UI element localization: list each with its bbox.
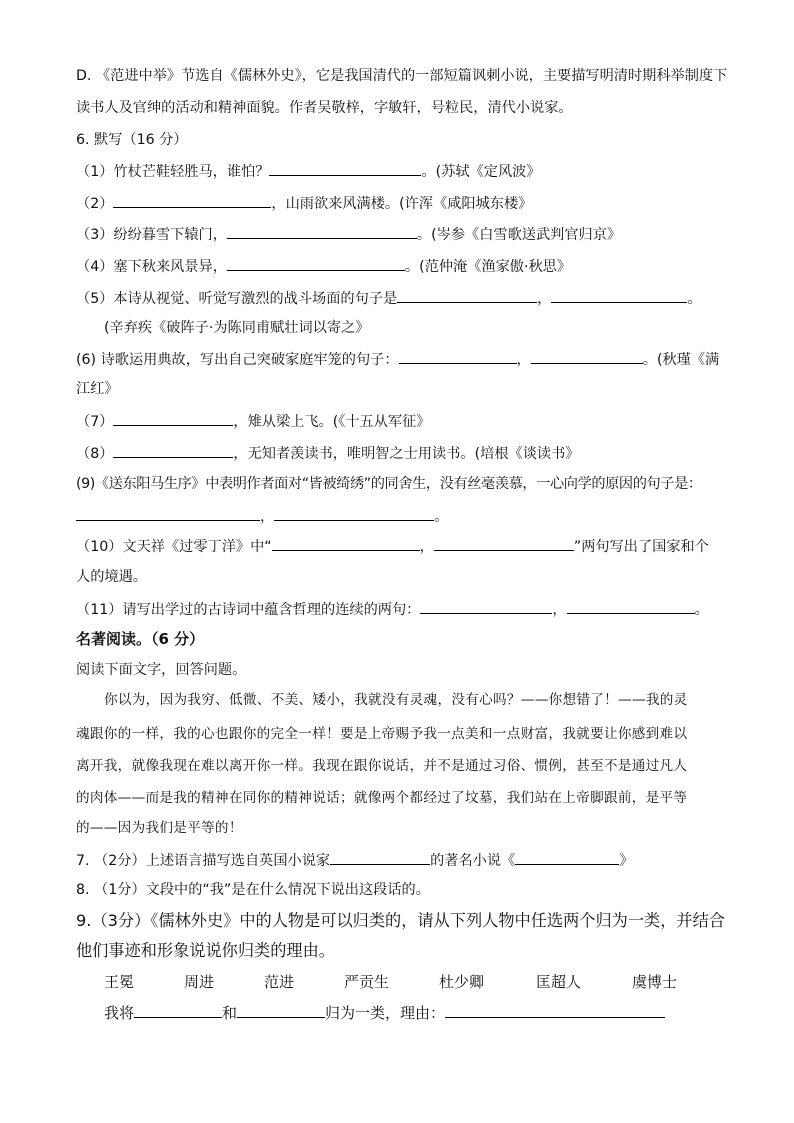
q6-item-6-blank-a[interactable] <box>399 349 517 364</box>
name-fan-jin: 范进 <box>264 973 295 991</box>
q6-item-6-comma: ， <box>516 352 531 368</box>
q6-item-9-answer <box>76 506 448 527</box>
name-wang-mian: 王冕 <box>104 973 135 991</box>
name-yu-boshi: 虞博士 <box>632 973 678 991</box>
q6-item-2-text: ，山雨欲来风满楼。(许浑《咸阳城东楼》 <box>271 196 533 212</box>
q6-item-11-text: （11）请写出学过的古诗词中蕴含哲理的连续的两句： <box>76 602 421 618</box>
q6-item-1-source: 。(苏轼《定风波》 <box>421 164 541 180</box>
q9-name-blank-b[interactable] <box>237 1003 325 1018</box>
q6-item-7-number: （7） <box>76 414 114 430</box>
item-d-line2: 读书人及官绅的活动和精神面貌。作者吴敬梓，字敏轩，号粒民，清代小说家。 <box>76 100 573 116</box>
q6-item-10-cont: 人的境遇。 <box>76 569 147 585</box>
q6-item-1 <box>76 161 541 182</box>
q7-text: 7. （2分）上述语言描写选自英国小说家 <box>76 853 331 869</box>
q6-item-8-blank[interactable] <box>113 443 233 458</box>
q6-item-6-text: (6) 诗歌运用典故，写出自己突破家庭牢笼的句子： <box>76 352 399 368</box>
q6-item-1-text: （1）竹杖芒鞋轻胜马，谁怕？ <box>76 164 270 180</box>
q6-item-10-blank-b[interactable] <box>434 536 574 551</box>
q6-item-3 <box>76 224 621 245</box>
name-du-shaoqing: 杜少卿 <box>439 973 485 991</box>
q6-item-6-cont: 江红》 <box>76 381 119 397</box>
q6-item-2-blank[interactable] <box>113 193 271 208</box>
q6-item-9-period: 。 <box>434 509 449 525</box>
passage-line-4: 的肉体——而是我的精神在同你的精神说话；就像两个都经过了坟墓，我们站在上帝脚跟前，是平等 <box>76 790 688 806</box>
q6-item-4 <box>76 256 571 277</box>
name-kuang-chaoren: 匡超人 <box>536 973 582 991</box>
passage-line-2: 魂跟你的一样，我的心也跟你的完全一样！要是上帝赐予我一点美和一点财富，我就要让你感到难以 <box>76 726 688 742</box>
q7-author-blank[interactable] <box>330 850 430 865</box>
q6-heading: 6. 默写（16 分） <box>76 132 188 148</box>
q9-answer-pre: 我将 <box>104 1004 135 1022</box>
q6-item-2 <box>76 193 532 214</box>
q6-item-5-comma: ， <box>537 291 552 307</box>
q6-item-6 <box>76 349 719 370</box>
q6-item-5 <box>76 288 702 309</box>
q7-close: 》 <box>619 853 634 869</box>
q6-item-11-period: 。 <box>694 602 709 618</box>
q6-item-8-number: （8） <box>76 446 114 462</box>
q9-answer <box>104 1003 665 1023</box>
passage-line-3: 离开我，就像我现在难以离开你一样。我现在跟你说话，并不是通过习俗、惯例，甚至不是通过凡人 <box>76 758 688 774</box>
q6-item-4-blank[interactable] <box>227 256 405 271</box>
q6-item-3-source: 。(岑参《白雪歌送武判官归京》 <box>416 227 622 243</box>
q6-item-5-text: （5）本诗从视觉、听觉写激烈的战斗场面的句子是 <box>76 291 398 307</box>
q8: 8. （1分）文段中的“我”是在什么情况下说出这段话的。 <box>76 882 430 898</box>
passage-line-5: 的——因为我们是平等的！ <box>76 820 243 836</box>
q6-item-2-number: （2） <box>76 196 114 212</box>
q6-item-9: (9)《送东阳马生序》中表明作者面对“皆被绮绣”的同舍生，没有丝毫羡慕，一心向学的原因的句子是： <box>76 476 702 492</box>
passage-line-1: 你以为，因为我穷、低微、不美、矮小，我就没有灵魂，没有心吗？——你想错了！——我的灵 <box>104 692 688 708</box>
q6-item-5-blank-a[interactable] <box>397 288 537 303</box>
q9-reason-blank[interactable] <box>445 1003 665 1018</box>
q7 <box>76 850 633 871</box>
q6-item-7-text: ，雉从梁上飞。(《十五从军征》 <box>233 414 431 430</box>
q6-item-9-blank-b[interactable] <box>274 506 434 521</box>
q6-item-4-source: 。(范仲淹《渔家傲·秋思》 <box>404 259 572 275</box>
q7-title-blank[interactable] <box>515 850 619 865</box>
q7-mid-text: 的著名小说《 <box>430 853 516 869</box>
q9-answer-reason-label: 归为一类，理由： <box>325 1004 446 1022</box>
q6-item-5-source: (辛弃疾《破阵子·为陈同甫赋壮词以寄之》 <box>104 320 370 336</box>
q6-item-10 <box>76 536 709 557</box>
q6-item-9-blank-a[interactable] <box>76 506 260 521</box>
classics-instruction: 阅读下面文字，回答问题。 <box>76 662 247 678</box>
q6-item-6-blank-b[interactable] <box>531 349 643 364</box>
q6-item-10-blank-a[interactable] <box>272 536 420 551</box>
q6-item-6-source: 。(秋瑾《满 <box>642 352 720 368</box>
q6-item-11-comma: ， <box>552 602 567 618</box>
classics-heading: 名著阅读。（6 分） <box>76 630 205 648</box>
q6-item-10-text: （10）文天祥《过零丁洋》中“ <box>76 539 272 555</box>
q6-item-3-text: （3）纷纷暮雪下辕门， <box>76 227 227 243</box>
item-d-line1: D. 《范进中举》节选自《儒林外史》，它是我国清代的一部短篇讽刺小说，主要描写明清时期科举制度下 <box>76 68 728 84</box>
q6-item-1-blank[interactable] <box>269 161 421 176</box>
q6-item-5-period: 。 <box>687 291 702 307</box>
q9-answer-and: 和 <box>222 1004 238 1022</box>
q6-item-9-comma: ， <box>260 509 275 525</box>
q6-item-4-text: （4）塞下秋来风景异， <box>76 259 227 275</box>
q6-item-10-post: ”两句写出了国家和个 <box>573 539 709 555</box>
q6-item-11-blank-a[interactable] <box>420 599 552 614</box>
q9-name-blank-a[interactable] <box>134 1003 222 1018</box>
q6-item-10-comma: ， <box>419 539 434 555</box>
q6-item-3-blank[interactable] <box>227 224 417 239</box>
q6-item-7-blank[interactable] <box>113 411 233 426</box>
name-yan-gongsheng: 严贡生 <box>344 973 390 991</box>
name-zhou-jin: 周进 <box>184 973 215 991</box>
q6-item-8-text: ，无知者羡读书，唯明智之士用读书。(培根《谈读书》 <box>233 446 580 462</box>
q6-item-5-blank-b[interactable] <box>551 288 687 303</box>
q6-item-11-blank-b[interactable] <box>567 599 695 614</box>
q6-item-11 <box>76 599 709 620</box>
q6-item-8 <box>76 443 579 464</box>
q9-line2: 他们事迹和形象说说你归类的理由。 <box>76 941 335 960</box>
q9-line1: 9.（3分）《儒林外史》中的人物是可以归类的，请从下列人物中任选两个归为一类，并结合 <box>76 911 725 930</box>
q6-item-7 <box>76 411 430 432</box>
